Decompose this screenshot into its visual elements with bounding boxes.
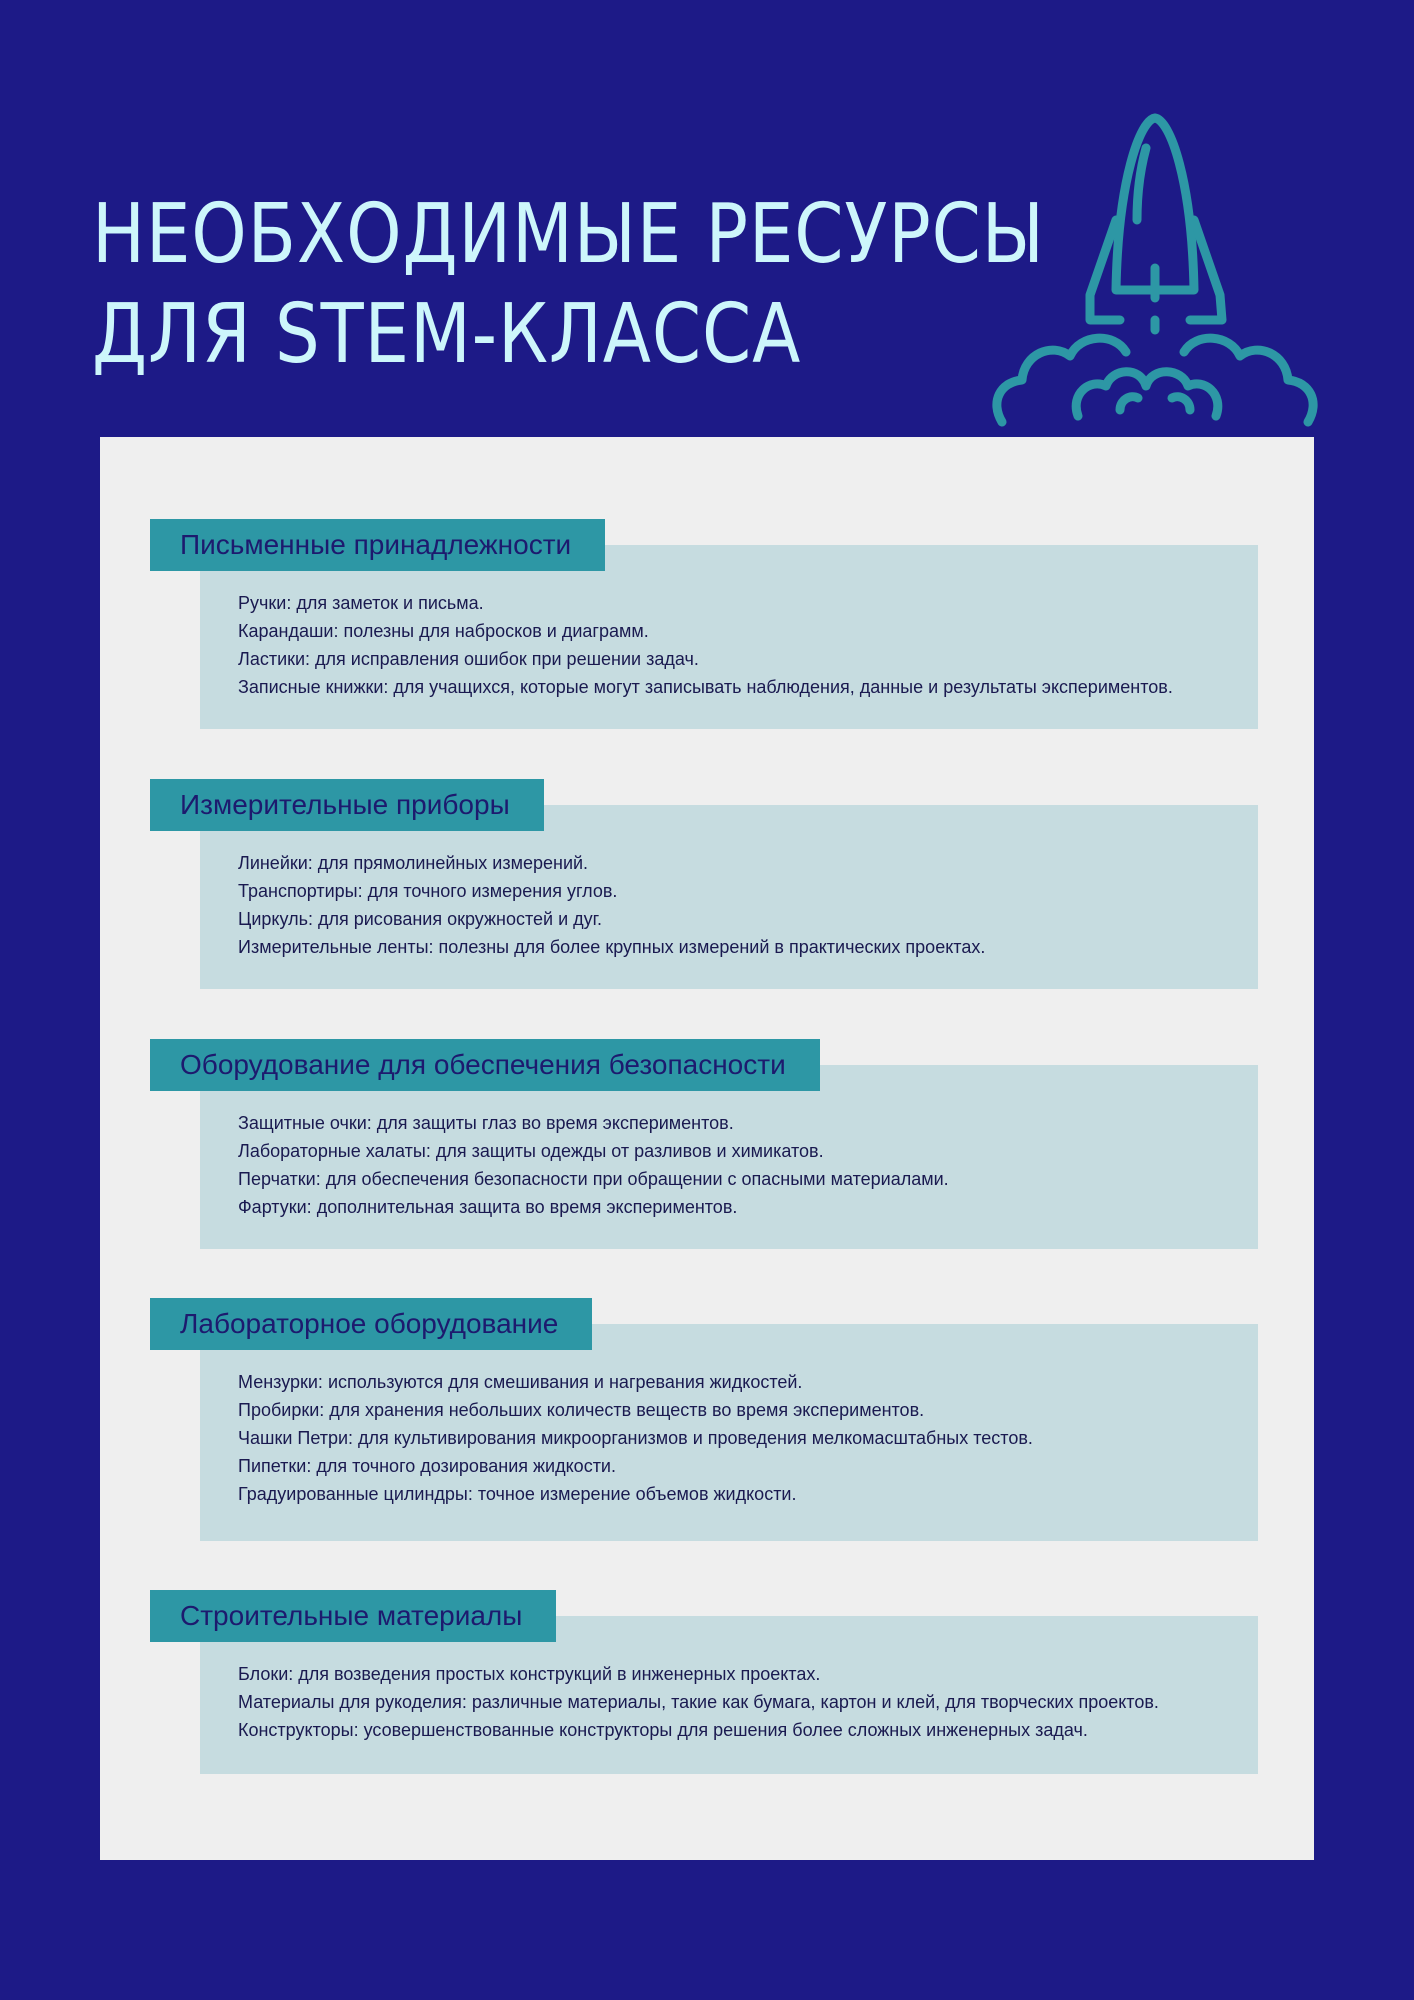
list-item: Защитные очки: для защиты глаз во время экспериментов.: [238, 1113, 734, 1133]
list-item: Ластики: для исправления ошибок при решении задач.: [238, 649, 699, 669]
list-item: Карандаши: полезны для набросков и диаграмм.: [238, 621, 649, 641]
list-item: Ручки: для заметок и письма.: [238, 593, 484, 613]
list-item: Перчатки: для обеспечения безопасности при обращении с опасными материалами.: [238, 1169, 949, 1189]
section-heading: Строительные материалы: [150, 1590, 556, 1642]
page-title: [92, 185, 1045, 385]
list-item: Записные книжки: для учащихся, которые могут записывать наблюдения, данные и результаты экспериментов.: [238, 677, 1173, 697]
section-box: [200, 1324, 1258, 1541]
list-item: Чашки Петри: для культивирования микроорганизмов и проведения мелкомасштабных тестов.: [238, 1428, 1033, 1448]
list-item: Материалы для рукоделия: различные материалы, такие как бумага, картон и клей, для творческих проектов.: [238, 1692, 1159, 1712]
title-line-1: НЕОБХОДИМЫЕ РЕСУРСЫ: [92, 187, 1045, 282]
list-item: Лабораторные халаты: для защиты одежды от разливов и химикатов.: [238, 1141, 824, 1161]
content-panel: [100, 437, 1314, 1860]
list-item: Измерительные ленты: полезны для более крупных измерений в практических проектах.: [238, 937, 986, 957]
list-item: Циркуль: для рисования окружностей и дуг.: [238, 909, 603, 929]
list-item: Линейки: для прямолинейных измерений.: [238, 853, 589, 873]
list-item: Градуированные цилиндры: точное измерение объемов жидкости.: [238, 1484, 797, 1504]
section-heading: Измерительные приборы: [150, 779, 544, 831]
list-item: Конструкторы: усовершенствованные конструкторы для решения более сложных инженерных задач.: [238, 1720, 1088, 1740]
title-line-2: ДЛЯ STEM-КЛАССА: [92, 287, 802, 382]
section-box: [200, 1065, 1258, 1249]
list-item: Фартуки: дополнительная защита во время экспериментов.: [238, 1197, 738, 1217]
section-heading: Письменные принадлежности: [150, 519, 605, 571]
list-item: Блоки: для возведения простых конструкций в инженерных проектах.: [238, 1664, 821, 1684]
section-box: [200, 545, 1258, 729]
item-list: [200, 1324, 1258, 1508]
section-heading: Лабораторное оборудование: [150, 1298, 592, 1350]
section-heading: Оборудование для обеспечения безопасности: [150, 1039, 820, 1091]
list-item: Транспортиры: для точного измерения углов.: [238, 881, 618, 901]
section-box: [200, 805, 1258, 989]
list-item: Пипетки: для точного дозирования жидкости.: [238, 1456, 616, 1476]
list-item: Мензурки: используются для смешивания и нагревания жидкостей.: [238, 1372, 803, 1392]
list-item: Пробирки: для хранения небольших количеств веществ во время экспериментов.: [238, 1400, 925, 1420]
rocket-launch-icon: [990, 110, 1320, 430]
